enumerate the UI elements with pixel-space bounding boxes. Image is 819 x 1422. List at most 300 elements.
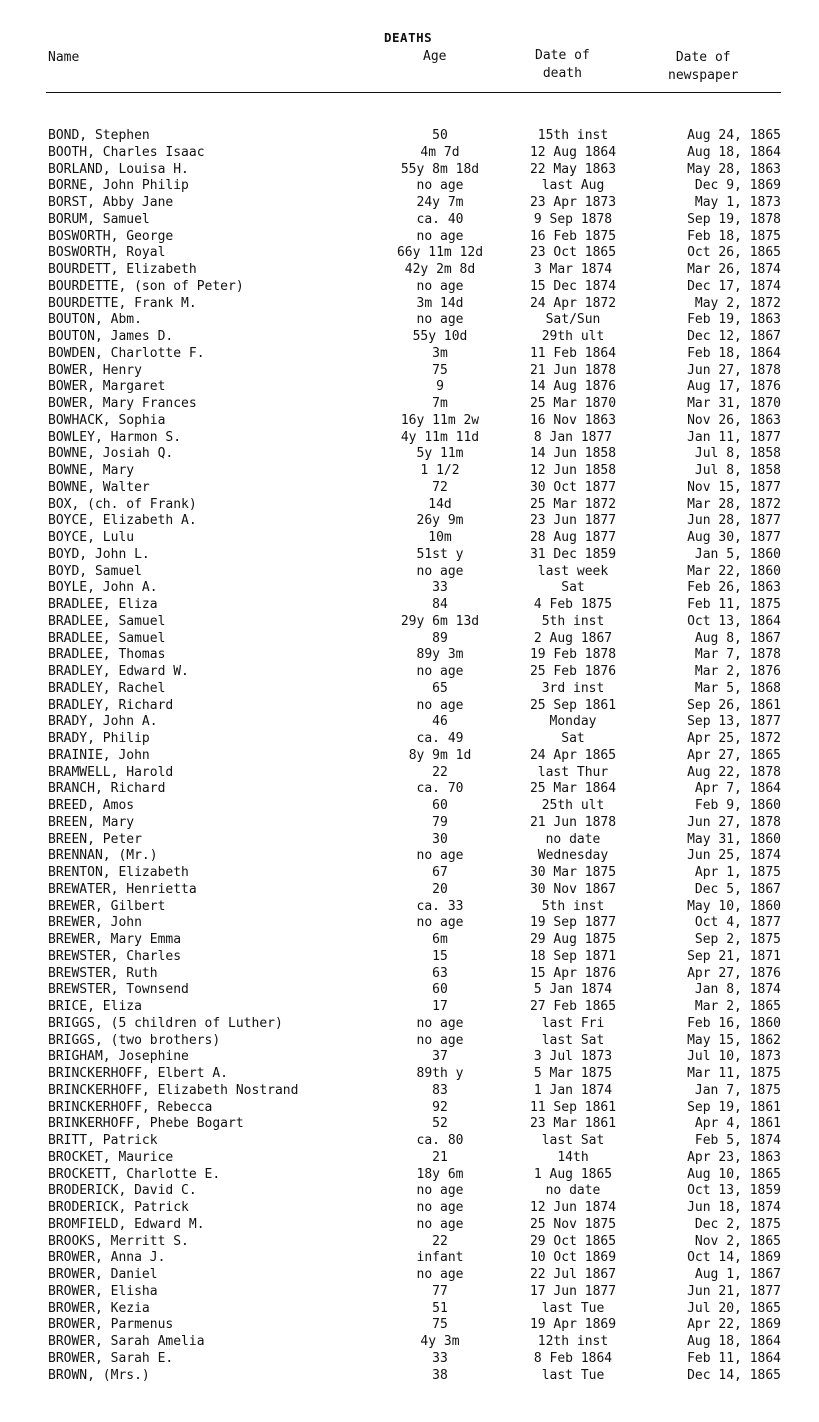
entry-age: 8y 9m 1d (408, 747, 472, 763)
entry-name: BRENTON, Elizabeth (48, 865, 189, 880)
entry-date-of-death: 23 Jun 1877 (529, 513, 617, 529)
entry-date-of-newspaper: Feb 18, 1875 (687, 228, 781, 244)
table-row (0, 748, 819, 765)
entry-date-of-death: 30 Mar 1875 (529, 865, 617, 880)
entry-date-of-death: 4 Feb 1875 (533, 597, 613, 612)
entry-age: 52 (432, 1116, 448, 1132)
entry-name: BRITT, Patrick (48, 1133, 158, 1148)
entry-date-of-newspaper: Nov 26, 1863 (687, 412, 781, 428)
entry-date-of-death: 16 Nov 1863 (529, 412, 617, 428)
entry-date-of-death: 12 Aug 1864 (529, 144, 617, 160)
entry-date-of-death: 25 Feb 1876 (529, 664, 617, 679)
entry-date-of-death: 2 Aug 1867 (533, 630, 613, 646)
table-row (0, 279, 819, 296)
entry-age: ca. 80 (416, 1133, 464, 1148)
entry-age: 15 (432, 948, 448, 964)
table-row (0, 865, 819, 882)
entry-date-of-newspaper: May 15, 1862 (687, 1032, 781, 1048)
entry-age: 33 (432, 580, 448, 596)
table-row (0, 1016, 819, 1033)
column-header-date-of-death-line2: death (542, 66, 582, 81)
entry-date-of-newspaper: Mar 28, 1872 (687, 496, 781, 512)
entry-date-of-death: 5th inst (541, 613, 605, 629)
entry-date-of-newspaper: Dec 5, 1867 (694, 881, 781, 897)
entry-name: BOUTON, James D. (48, 329, 174, 344)
table-row (0, 178, 819, 195)
entry-age: ca. 70 (416, 781, 464, 797)
entry-name: BREWER, Gilbert (48, 898, 166, 914)
entry-date-of-newspaper: Sep 19, 1878 (687, 211, 781, 227)
table-row (0, 714, 819, 731)
entry-date-of-death: 23 Apr 1873 (529, 195, 617, 210)
entry-name: BRODERICK, David C. (48, 1183, 197, 1199)
entry-age: 89th y (416, 1066, 464, 1081)
table-row (0, 1183, 819, 1200)
entry-age: 18y 6m (416, 1166, 464, 1182)
entry-age: 55y 10d (412, 329, 468, 344)
entry-name: BRINCKERHOFF, Elizabeth Nostrand (48, 1082, 299, 1098)
entry-date-of-death: 5 Mar 1875 (533, 1066, 613, 1081)
entry-date-of-death: 25 Mar 1870 (529, 396, 617, 411)
entry-name: BRIGGS, (5 children of Luther) (48, 1015, 283, 1031)
table-row (0, 262, 819, 279)
entry-name: BREWSTER, Ruth (48, 965, 158, 981)
entry-date-of-newspaper: Apr 23, 1863 (687, 1149, 781, 1165)
table-row (0, 296, 819, 313)
entry-name: BRICE, Eliza (48, 999, 142, 1014)
entry-date-of-death: 11 Feb 1864 (529, 345, 617, 361)
table-row (0, 312, 819, 329)
entry-date-of-newspaper: Jul 8, 1858 (694, 446, 781, 462)
entry-age: 10m (428, 530, 452, 545)
entry-date-of-newspaper: Jun 27, 1878 (687, 362, 781, 378)
table-row (0, 1083, 819, 1100)
table-row (0, 882, 819, 899)
entry-age: 60 (432, 798, 448, 813)
entry-age: 9 (436, 379, 444, 395)
entry-age: 79 (432, 814, 448, 830)
entry-date-of-newspaper: May 10, 1860 (687, 898, 781, 914)
entry-date-of-newspaper: Feb 5, 1874 (694, 1133, 781, 1148)
table-row (0, 379, 819, 396)
entry-name: BOYCE, Lulu (48, 530, 135, 545)
entry-age: 77 (432, 1283, 448, 1299)
entry-date-of-death: 1 Aug 1865 (533, 1166, 613, 1182)
entry-age: 21 (432, 1149, 448, 1165)
table-row (0, 1267, 819, 1284)
deaths-list (0, 128, 819, 1384)
column-header-date-of-death-line1: Date of (535, 48, 590, 63)
entry-date-of-death: 25 Mar 1872 (529, 496, 617, 512)
entry-name: BOOTH, Charles Isaac (48, 144, 205, 160)
entry-name: BOURDETTE, Frank M. (48, 295, 197, 311)
entry-date-of-newspaper: Apr 22, 1869 (687, 1317, 781, 1333)
entry-date-of-death: 21 Jun 1878 (529, 814, 617, 830)
table-row (0, 329, 819, 346)
entry-date-of-death: 19 Apr 1869 (529, 1317, 617, 1333)
entry-date-of-death: 10 Oct 1869 (529, 1250, 617, 1266)
entry-name: BOSWORTH, George (48, 228, 174, 244)
entry-age: 17 (432, 999, 448, 1014)
entry-date-of-death: 14th (557, 1149, 589, 1165)
entry-date-of-newspaper: Feb 11, 1864 (687, 1350, 781, 1366)
entry-age: 51 (432, 1300, 448, 1316)
entry-name: BOYD, Samuel (48, 563, 142, 579)
entry-date-of-death: no date (545, 1183, 601, 1199)
entry-date-of-death: 29 Aug 1875 (529, 932, 617, 947)
entry-date-of-newspaper: Jul 20, 1865 (687, 1300, 781, 1316)
entry-name: BRADLEE, Thomas (48, 647, 166, 663)
entry-age: no age (416, 1216, 464, 1232)
entry-date-of-death: last Sat (541, 1133, 605, 1148)
entry-age: 37 (432, 1049, 448, 1065)
entry-date-of-death: 28 Aug 1877 (529, 530, 617, 545)
entry-date-of-newspaper: Jan 5, 1860 (694, 546, 781, 562)
entry-name: BREED, Amos (48, 798, 135, 813)
entry-age: 55y 8m 18d (400, 161, 480, 177)
entry-date-of-death: 3rd inst (541, 680, 605, 696)
entry-date-of-death: 24 Apr 1865 (529, 747, 617, 763)
entry-age: 4m 7d (420, 144, 460, 160)
entry-age: no age (416, 1200, 464, 1215)
entry-date-of-newspaper: Nov 15, 1877 (687, 479, 781, 495)
entry-name: BOWER, Margaret (48, 379, 166, 395)
entry-date-of-newspaper: May 31, 1860 (687, 831, 781, 847)
entry-name: BREWER, John (48, 915, 142, 931)
table-row (0, 446, 819, 463)
entry-age: 46 (432, 714, 448, 730)
table-row (0, 681, 819, 698)
entry-age: no age (416, 1267, 464, 1282)
entry-date-of-death: 5th inst (541, 898, 605, 914)
entry-date-of-newspaper: Nov 2, 1865 (694, 1233, 781, 1249)
entry-name: BOWER, Henry (48, 362, 142, 378)
entry-date-of-death: 3 Mar 1874 (533, 262, 613, 277)
entry-name: BRINCKERHOFF, Rebecca (48, 1099, 213, 1115)
entry-name: BRANCH, Richard (48, 781, 166, 797)
entry-age: no age (416, 278, 464, 294)
table-row (0, 128, 819, 145)
table-row (0, 982, 819, 999)
entry-name: BRINCKERHOFF, Elbert A. (48, 1066, 229, 1081)
entry-date-of-newspaper: Mar 5, 1868 (694, 680, 781, 696)
entry-name: BOX, (ch. of Frank) (48, 496, 197, 512)
entry-date-of-death: 25 Sep 1861 (529, 697, 617, 713)
entry-age: 83 (432, 1082, 448, 1098)
column-header-date-of-death (535, 47, 590, 83)
entry-name: BOURDETT, Elizabeth (48, 262, 197, 277)
table-row (0, 765, 819, 782)
entry-date-of-death: 30 Oct 1877 (529, 479, 617, 495)
entry-date-of-newspaper: Mar 22, 1860 (687, 563, 781, 579)
table-row (0, 647, 819, 664)
entry-date-of-newspaper: Jun 21, 1877 (687, 1283, 781, 1299)
entry-name: BRIGGS, (two brothers) (48, 1032, 221, 1048)
entry-date-of-newspaper: Aug 18, 1864 (687, 144, 781, 160)
entry-date-of-newspaper: Feb 18, 1864 (687, 345, 781, 361)
entry-name: BROWER, Sarah Amelia (48, 1334, 205, 1349)
entry-date-of-newspaper: Sep 2, 1875 (694, 932, 781, 947)
table-row (0, 1368, 819, 1385)
table-row (0, 1066, 819, 1083)
table-row (0, 798, 819, 815)
table-row (0, 413, 819, 430)
entry-name: BOUTON, Abm. (48, 312, 142, 328)
entry-name: BOYCE, Elizabeth A. (48, 513, 197, 529)
table-row (0, 1150, 819, 1167)
entry-age: 5y 11m (416, 446, 464, 462)
entry-age: 72 (432, 479, 448, 495)
entry-age: 16y 11m 2w (400, 412, 480, 428)
table-row (0, 363, 819, 380)
entry-name: BRADLEE, Eliza (48, 597, 158, 612)
entry-age: no age (416, 178, 464, 194)
entry-name: BROCKETT, Charlotte E. (48, 1166, 221, 1182)
entry-age: 3m (432, 345, 448, 361)
table-row (0, 1217, 819, 1234)
entry-age: 51st y (416, 546, 464, 562)
entry-date-of-newspaper: Jan 7, 1875 (694, 1082, 781, 1098)
entry-date-of-newspaper: Apr 27, 1876 (687, 965, 781, 981)
entry-age: 60 (432, 982, 448, 998)
table-row (0, 999, 819, 1016)
entry-name: BROCKET, Maurice (48, 1149, 174, 1165)
table-row (0, 781, 819, 798)
entry-name: BOWLEY, Harmon S. (48, 429, 182, 445)
entry-date-of-death: 29th ult (541, 329, 605, 344)
entry-date-of-newspaper: May 28, 1863 (687, 161, 781, 177)
entry-date-of-death: 11 Sep 1861 (529, 1099, 617, 1115)
entry-name: BREWATER, Henrietta (48, 881, 197, 897)
entry-name: BRAINIE, John (48, 747, 150, 763)
entry-age: 22 (432, 764, 448, 780)
entry-name: BORST, Abby Jane (48, 195, 174, 210)
entry-date-of-death: last Tue (541, 1367, 605, 1383)
entry-age: 75 (432, 362, 448, 378)
entry-date-of-death: 25 Nov 1875 (529, 1216, 617, 1232)
entry-age: 20 (432, 881, 448, 897)
entry-age: 6m (432, 932, 448, 947)
entry-date-of-newspaper: Dec 2, 1875 (694, 1216, 781, 1232)
entry-age: 63 (432, 965, 448, 981)
table-row (0, 848, 819, 865)
entry-date-of-newspaper: Jun 18, 1874 (687, 1200, 781, 1215)
table-row (0, 1250, 819, 1267)
entry-date-of-death: 12 Jun 1858 (529, 463, 617, 478)
entry-date-of-death: Sat/Sun (545, 312, 601, 328)
entry-name: BRADLEY, Edward W. (48, 664, 189, 679)
table-row (0, 564, 819, 581)
table-row (0, 1284, 819, 1301)
entry-date-of-newspaper: Dec 17, 1874 (687, 278, 781, 294)
entry-date-of-death: 18 Sep 1871 (529, 948, 617, 964)
entry-date-of-death: 24 Apr 1872 (529, 295, 617, 311)
entry-date-of-newspaper: Dec 12, 1867 (687, 329, 781, 344)
entry-age: 75 (432, 1317, 448, 1333)
entry-date-of-death: last Thur (537, 764, 609, 780)
column-header-date-of-newspaper (668, 49, 738, 85)
entry-age: no age (416, 915, 464, 931)
entry-date-of-death: 19 Feb 1878 (529, 647, 617, 663)
entry-date-of-newspaper: Aug 24, 1865 (687, 128, 781, 143)
entry-name: BRADLEE, Samuel (48, 630, 166, 646)
entry-date-of-newspaper: Feb 16, 1860 (687, 1015, 781, 1031)
table-row (0, 614, 819, 631)
column-header-name: Name (48, 50, 80, 65)
entry-name: BORLAND, Louisa H. (48, 161, 189, 177)
entry-date-of-newspaper: Jun 25, 1874 (687, 848, 781, 864)
entry-age: infant (416, 1250, 464, 1266)
entry-name: BREWER, Mary Emma (48, 932, 182, 947)
entry-date-of-newspaper: May 1, 1873 (694, 195, 781, 210)
table-row (0, 229, 819, 246)
entry-date-of-death: 5 Jan 1874 (533, 982, 613, 998)
entry-age: ca. 40 (416, 211, 464, 227)
entry-age: 29y 6m 13d (400, 613, 480, 629)
entry-date-of-death: 12th inst (537, 1334, 609, 1349)
entry-date-of-newspaper: Apr 27, 1865 (687, 747, 781, 763)
entry-date-of-death: 9 Sep 1878 (533, 211, 613, 227)
entry-date-of-newspaper: Sep 19, 1861 (687, 1099, 781, 1115)
entry-date-of-death: 19 Sep 1877 (529, 915, 617, 931)
entry-age: 89 (432, 630, 448, 646)
entry-date-of-newspaper: May 2, 1872 (694, 295, 781, 311)
entry-date-of-death: 27 Feb 1865 (529, 999, 617, 1014)
entry-name: BRENNAN, (Mr.) (48, 848, 158, 864)
entry-date-of-newspaper: Apr 1, 1875 (694, 865, 781, 880)
table-row (0, 1033, 819, 1050)
entry-date-of-death: 1 Jan 1874 (533, 1082, 613, 1098)
entry-date-of-death: last Tue (541, 1300, 605, 1316)
entry-name: BORUM, Samuel (48, 211, 150, 227)
entry-date-of-death: 23 Oct 1865 (529, 245, 617, 261)
entry-date-of-newspaper: Jan 8, 1874 (694, 982, 781, 998)
table-row (0, 1301, 819, 1318)
entry-name: BRINKERHOFF, Phebe Bogart (48, 1116, 244, 1132)
entry-age: 42y 2m 8d (404, 262, 476, 277)
table-row (0, 480, 819, 497)
entry-date-of-death: 14 Jun 1858 (529, 446, 617, 462)
entry-date-of-newspaper: Oct 14, 1869 (687, 1250, 781, 1266)
table-row (0, 731, 819, 748)
table-row (0, 1200, 819, 1217)
table-row (0, 212, 819, 229)
entry-name: BRAMWELL, Harold (48, 764, 174, 780)
entry-date-of-newspaper: Apr 25, 1872 (687, 731, 781, 746)
entry-date-of-death: 31 Dec 1859 (529, 546, 617, 562)
entry-age: 38 (432, 1367, 448, 1383)
table-row (0, 497, 819, 514)
entry-age: ca. 49 (416, 731, 464, 746)
entry-date-of-death: last Aug (541, 178, 605, 194)
entry-date-of-death: last Fri (541, 1015, 605, 1031)
entry-date-of-newspaper: Jun 28, 1877 (687, 513, 781, 529)
entry-date-of-death: 14 Aug 1876 (529, 379, 617, 395)
entry-name: BROMFIELD, Edward M. (48, 1216, 205, 1232)
entry-date-of-death: Sat (561, 731, 585, 746)
header-rule (46, 92, 781, 93)
entry-age: 3m 14d (416, 295, 464, 311)
entry-age: 14d (428, 496, 452, 512)
entry-date-of-newspaper: Jan 11, 1877 (687, 429, 781, 445)
table-row (0, 195, 819, 212)
entry-age: 66y 11m 12d (396, 245, 484, 261)
table-row (0, 1351, 819, 1368)
entry-date-of-newspaper: Sep 26, 1861 (687, 697, 781, 713)
table-row (0, 949, 819, 966)
table-row (0, 1167, 819, 1184)
entry-name: BREWSTER, Charles (48, 948, 182, 964)
table-row (0, 430, 819, 447)
entry-date-of-death: 8 Jan 1877 (533, 429, 613, 445)
entry-date-of-death: 22 Jul 1867 (529, 1267, 617, 1282)
entry-age: 65 (432, 680, 448, 696)
entry-name: BOSWORTH, Royal (48, 245, 166, 261)
entry-date-of-newspaper: Aug 30, 1877 (687, 530, 781, 545)
entry-date-of-death: 3 Jul 1873 (533, 1049, 613, 1065)
entry-date-of-death: no date (545, 831, 601, 847)
entry-name: BREWSTER, Townsend (48, 982, 189, 998)
table-row (0, 1234, 819, 1251)
entry-date-of-death: last Sat (541, 1032, 605, 1048)
entry-date-of-newspaper: Jul 10, 1873 (687, 1049, 781, 1065)
entry-name: BROWER, Anna J. (48, 1250, 166, 1266)
entry-name: BOWNE, Walter (48, 479, 150, 495)
entry-name: BOWHACK, Sophia (48, 412, 166, 428)
entry-age: 24y 7m (416, 195, 464, 210)
table-row (0, 1317, 819, 1334)
entry-name: BOWNE, Josiah Q. (48, 446, 174, 462)
entry-name: BROWER, Parmenus (48, 1317, 174, 1333)
entry-name: BRADY, John A. (48, 714, 158, 730)
entry-date-of-newspaper: Aug 8, 1867 (694, 630, 781, 646)
page-title: DEATHS (384, 30, 433, 45)
entry-date-of-death: 29 Oct 1865 (529, 1233, 617, 1249)
entry-date-of-death: 8 Feb 1864 (533, 1350, 613, 1366)
entry-date-of-newspaper: Oct 26, 1865 (687, 245, 781, 261)
entry-date-of-newspaper: Apr 4, 1861 (694, 1116, 781, 1132)
entry-date-of-newspaper: Aug 18, 1864 (687, 1334, 781, 1349)
entry-date-of-death: 23 Mar 1861 (529, 1116, 617, 1132)
table-row (0, 932, 819, 949)
table-row (0, 815, 819, 832)
entry-age: 50 (432, 128, 448, 143)
entry-date-of-death: 17 Jun 1877 (529, 1283, 617, 1299)
table-row (0, 966, 819, 983)
entry-age: 26y 9m (416, 513, 464, 529)
entry-name: BOND, Stephen (48, 128, 150, 143)
entry-date-of-newspaper: Aug 1, 1867 (694, 1267, 781, 1282)
entry-date-of-newspaper: Dec 9, 1869 (694, 178, 781, 194)
table-row (0, 1334, 819, 1351)
entry-age: 89y 3m (416, 647, 464, 663)
entry-name: BRIGHAM, Josephine (48, 1049, 189, 1065)
entry-date-of-death: Wednesday (537, 848, 609, 864)
column-header-date-of-newspaper-line2: newspaper (668, 68, 739, 83)
entry-age: no age (416, 312, 464, 328)
table-row (0, 245, 819, 262)
entry-age: 22 (432, 1233, 448, 1249)
entry-name: BOWNE, Mary (48, 463, 135, 478)
table-row (0, 530, 819, 547)
entry-date-of-newspaper: Feb 9, 1860 (694, 798, 781, 813)
entry-date-of-newspaper: Apr 7, 1864 (694, 781, 781, 797)
entry-date-of-death: 30 Nov 1867 (529, 881, 617, 897)
entry-age: 1 1/2 (420, 463, 460, 478)
entry-date-of-death: 15th inst (537, 128, 609, 143)
entry-name: BREEN, Peter (48, 831, 142, 847)
entry-name: BOWER, Mary Frances (48, 396, 197, 411)
